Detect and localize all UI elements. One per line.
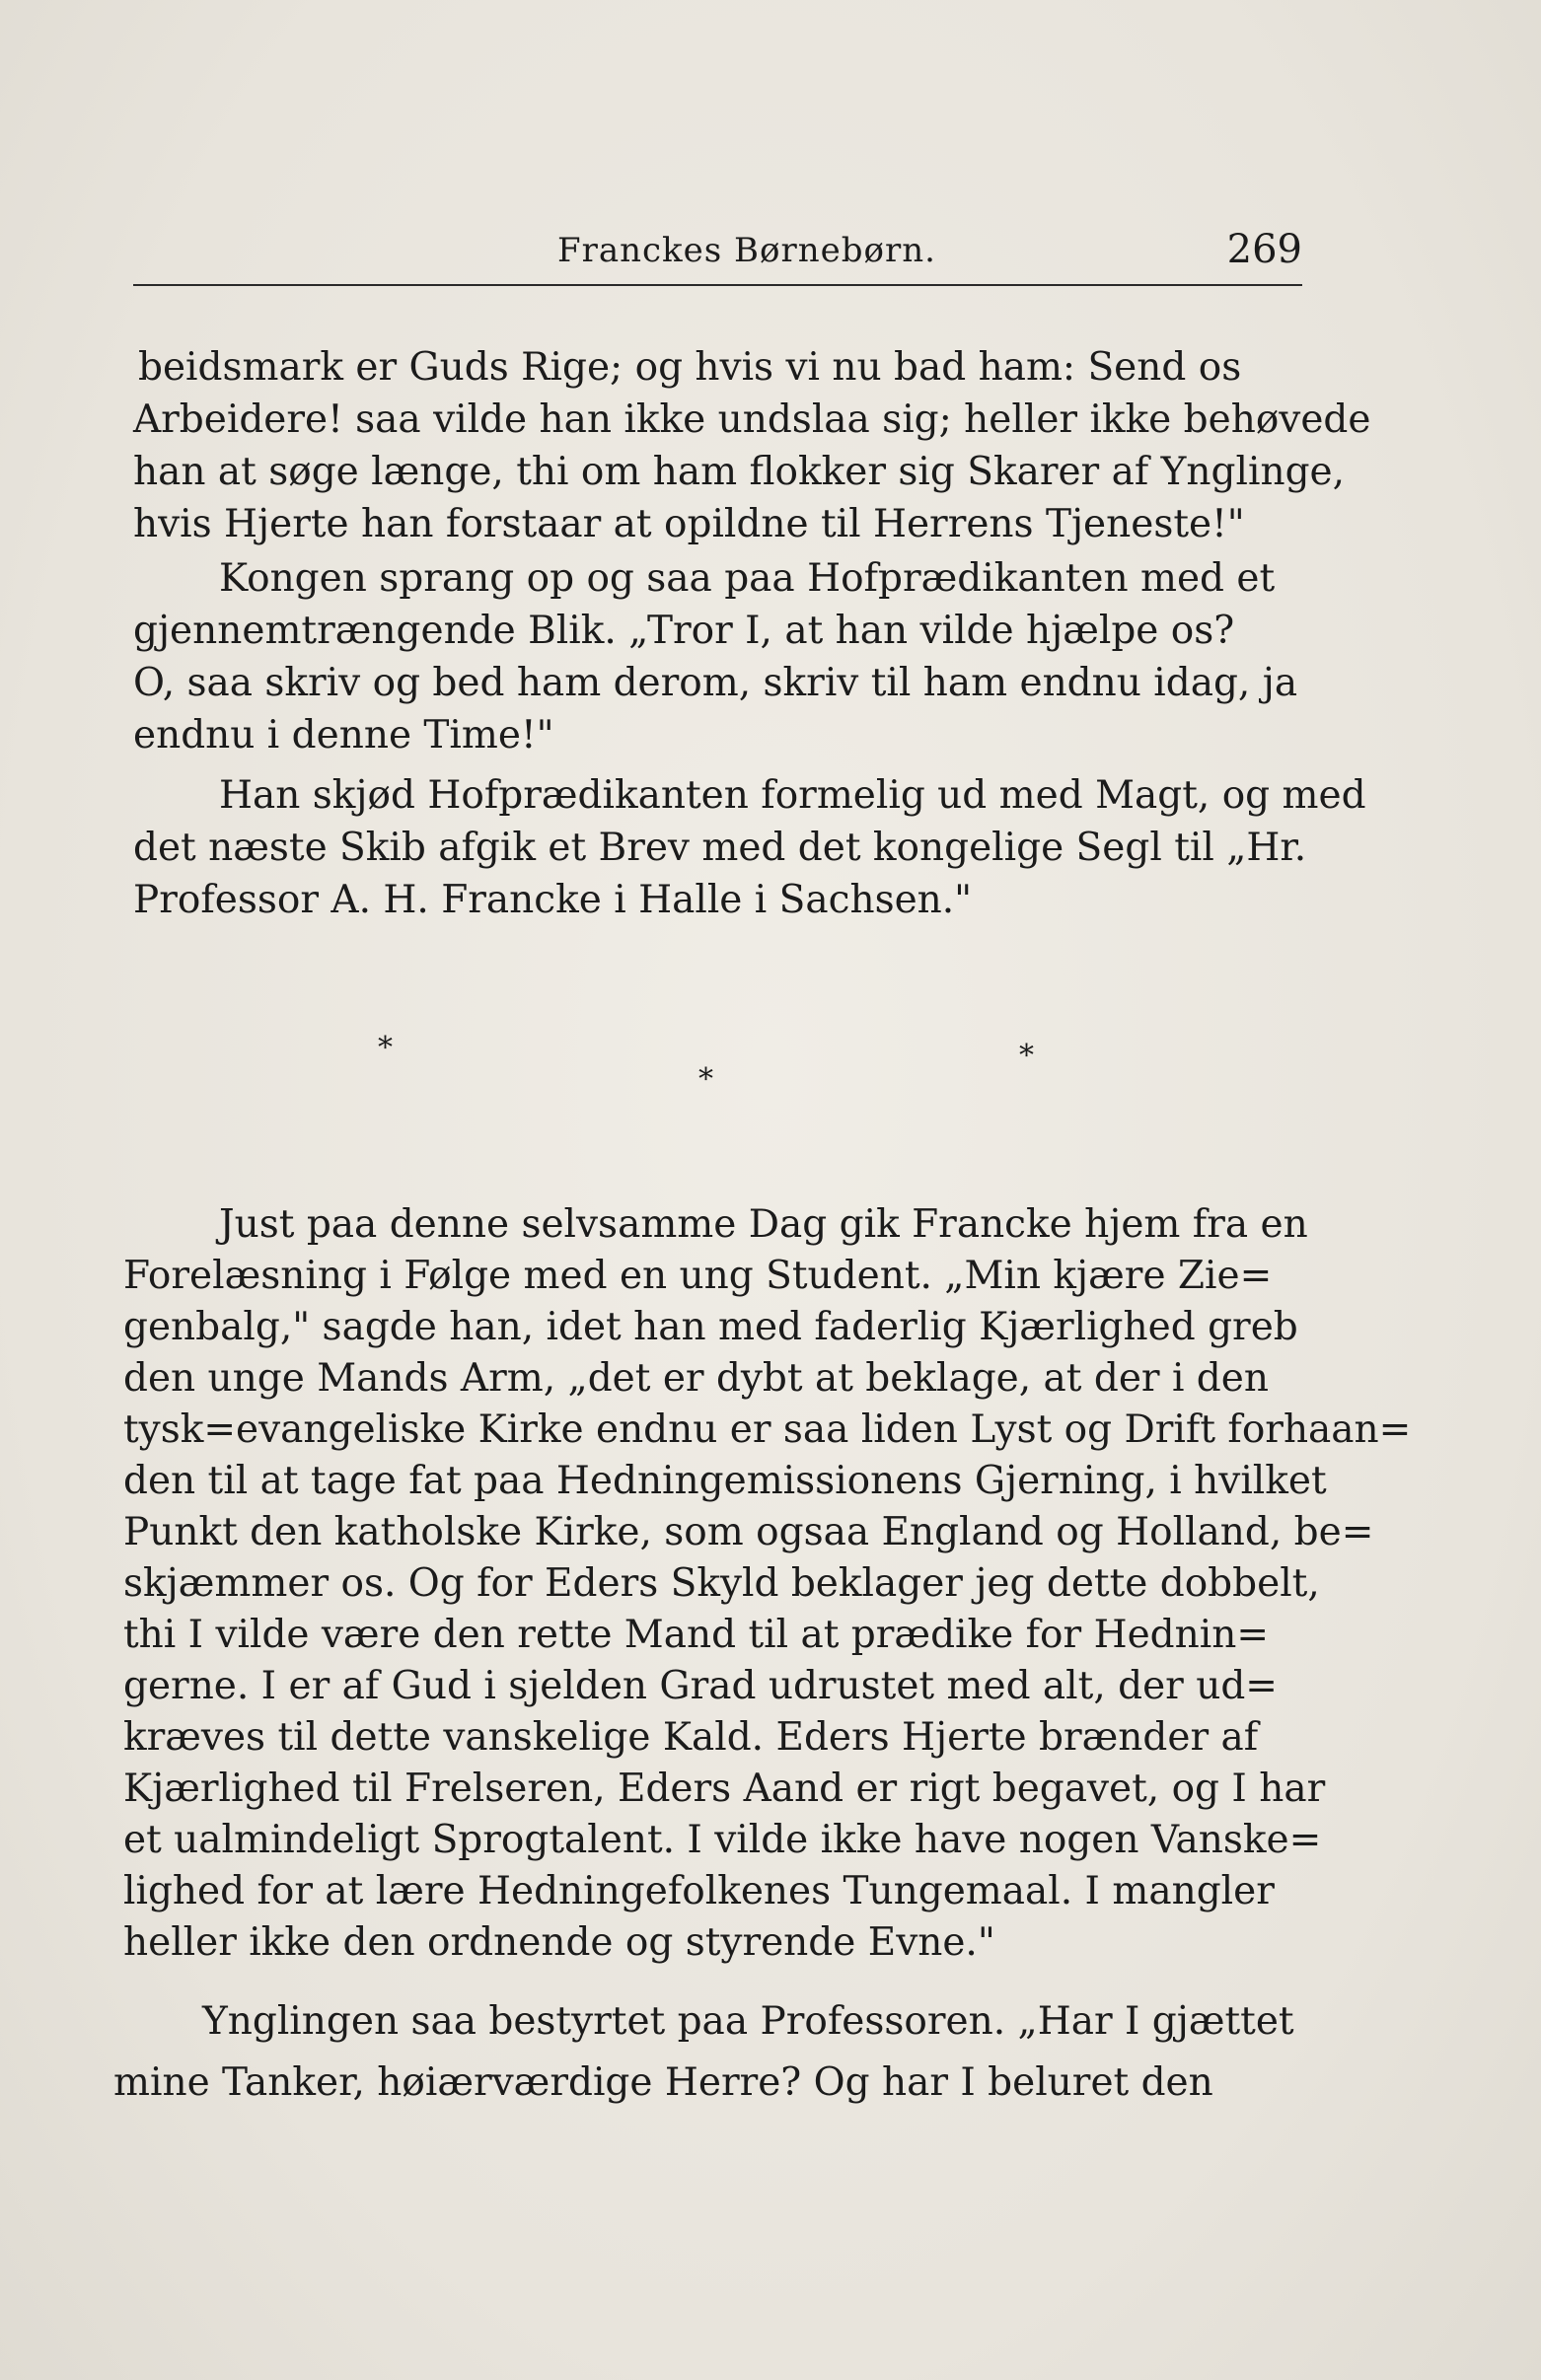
text-line: Punkt den katholske Kirke, som ogsaa England og Holland, be= xyxy=(123,1510,1374,1554)
separator-star: * xyxy=(698,1062,713,1097)
text-line: genbalg," sagde han, idet han med faderlig Kjærlighed greb xyxy=(123,1305,1298,1349)
text-line: O, saa skriv og bed ham derom, skriv til ham endnu idag, ja xyxy=(133,661,1298,705)
text-line: endnu i denne Time!" xyxy=(133,713,554,757)
text-line: lighed for at lære Hedningefolkenes Tungemaal. I mangler xyxy=(123,1869,1275,1913)
text-line: Ynglingen saa bestyrtet paa Professoren. „Har I gjættet xyxy=(202,1999,1294,2044)
text-line: Kongen sprang op og saa paa Hofprædikanten med et xyxy=(219,556,1276,601)
header-rule xyxy=(133,284,1302,286)
text-line: mine Tanker, høiærværdige Herre? Og har I beluret den xyxy=(113,2060,1213,2105)
text-line: heller ikke den ordnende og styrende Evne." xyxy=(123,1920,995,1965)
text-line: hvis Hjerte han forstaar at opildne til Herrens Tjeneste!" xyxy=(133,502,1245,546)
running-title: Franckes Børnebørn. xyxy=(557,231,936,270)
text-line: Professor A. H. Francke i Halle i Sachsen." xyxy=(133,878,973,922)
text-line: kræves til dette vanskelige Kald. Eders Hjerte brænder af xyxy=(123,1715,1259,1760)
text-line: tysk=evangeliske Kirke endnu er saa liden Lyst og Drift forhaan= xyxy=(123,1407,1412,1452)
text-line: han at søge længe, thi om ham flokker sig Skarer af Ynglinge, xyxy=(133,450,1346,494)
text-line: det næste Skib afgik et Brev med det kongelige Segl til „Hr. xyxy=(133,826,1307,870)
page-number: 269 xyxy=(1226,227,1302,272)
separator-star: * xyxy=(378,1031,393,1065)
text-line: Arbeidere! saa vilde han ikke undslaa sig; heller ikke behøvede xyxy=(133,397,1371,442)
page-header xyxy=(133,219,1302,278)
text-line: skjæmmer os. Og for Eders Skyld beklager jeg dette dobbelt, xyxy=(123,1561,1320,1606)
text-line: Forelæsning i Følge med en ung Student. „Min kjære Zie= xyxy=(123,1254,1273,1298)
text-line: thi I vilde være den rette Mand til at prædike for Hednin= xyxy=(123,1613,1270,1657)
text-line: den unge Mands Arm, „det er dybt at beklage, at der i den xyxy=(123,1356,1269,1401)
text-line: den til at tage fat paa Hedningemissionens Gjerning, i hvilket xyxy=(123,1459,1327,1503)
text-line: et ualmindeligt Sprogtalent. I vilde ikke have nogen Vanske= xyxy=(123,1818,1322,1862)
text-line: Han skjød Hofprædikanten formelig ud med Magt, og med xyxy=(219,773,1366,818)
separator-star: * xyxy=(1019,1039,1034,1073)
text-line: Kjærlighed til Frelseren, Eders Aand er rigt begavet, og I har xyxy=(123,1767,1326,1811)
text-line: gerne. I er af Gud i sjelden Grad udrustet med alt, der ud= xyxy=(123,1664,1278,1708)
text-line: gjennemtrængende Blik. „Tror I, at han vilde hjælpe os? xyxy=(133,609,1235,653)
text-line: Just paa denne selvsamme Dag gik Francke hjem fra en xyxy=(219,1202,1308,1247)
text-line: beidsmark er Guds Rige; og hvis vi nu bad ham: Send os xyxy=(138,345,1242,390)
